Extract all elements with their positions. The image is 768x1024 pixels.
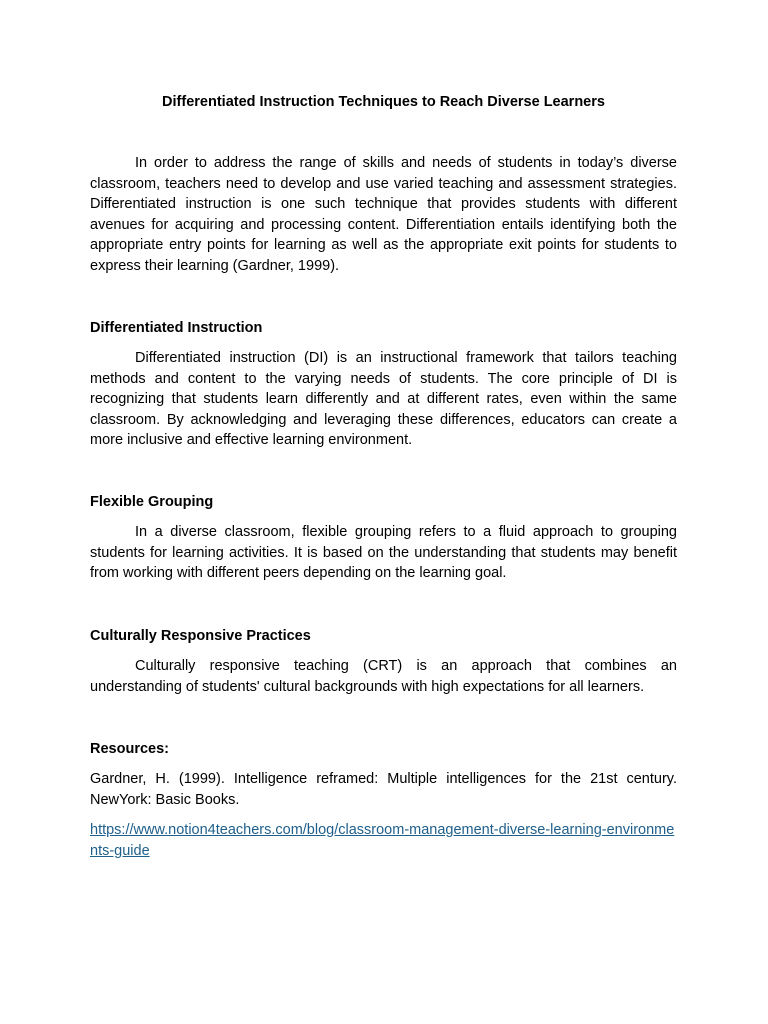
intro-paragraph: In order to address the range of skills and needs of students in today’s diverse classroom, teachers need to develop and use varied teaching and assessment strategies. Differentiated instruction is one such technique that provides students with different avenues for acquiring and processing content. Differentiation entails identifying both the appropriate entry points for learning as well as the appropriate exit points for students to express their learning (Gardner, 1999). [90,155,677,274]
section-heading-flexible-grouping: Flexible Grouping [90,494,214,510]
section-body-differentiated-instruction: Differentiated instruction (DI) is an instructional framework that tailors teaching methods and content to the varying needs of students. The core principle of DI is recognizing that students learn differently and at different rates, even within the same classroom. By acknowledging and leveraging these differences, educators can create a more inclusive and effective learning environment. [90,350,677,449]
resources-heading: Resources: [90,741,169,757]
section-heading-differentiated-instruction: Differentiated Instruction [90,320,263,336]
document-title: Differentiated Instruction Techniques to Reach Diverse Learners [162,94,605,110]
section-body-flexible-grouping: In a diverse classroom, flexible grouping refers to a fluid approach to grouping students for learning activities. It is based on the understanding that students may benefit from working with different peers depending on the learning goal. [90,524,677,582]
resource-link[interactable]: https://www.notion4teachers.com/blog/classroom-management-diverse-learning-environments-guide [90,822,675,859]
resource-citation: Gardner, H. (1999). Intelligence reframed: Multiple intelligences for the 21st century. NewYork: Basic Books. [90,771,677,808]
section-heading-culturally-responsive: Culturally Responsive Practices [90,628,311,644]
section-body-culturally-responsive: Culturally responsive teaching (CRT) is an approach that combines an understanding of students' cultural backgrounds with high expectations for all learners. [90,658,677,695]
